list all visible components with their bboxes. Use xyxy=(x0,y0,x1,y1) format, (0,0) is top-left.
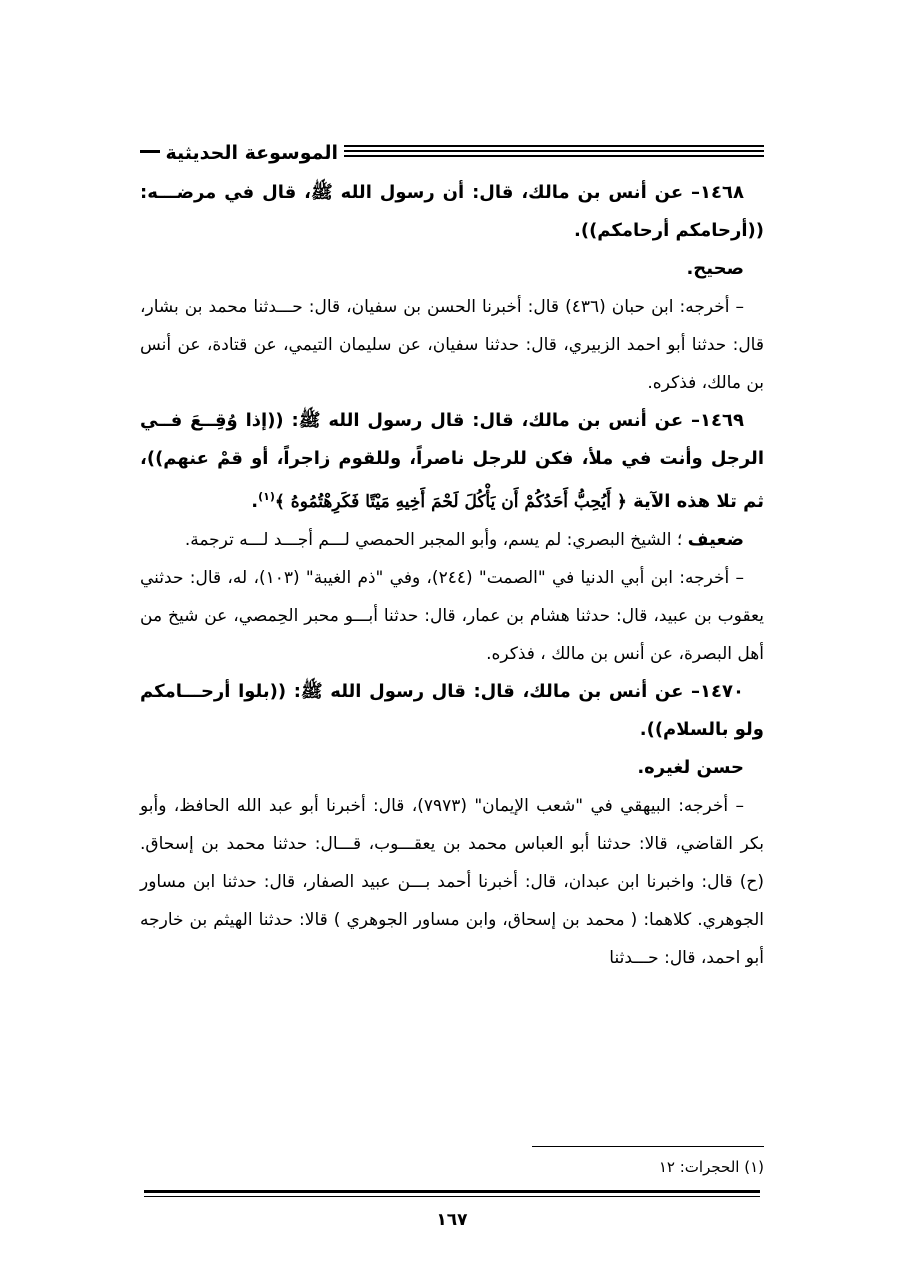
footnote-marker[interactable]: (١) xyxy=(258,490,275,503)
running-header xyxy=(140,136,764,172)
footer-rule xyxy=(144,1190,760,1193)
grade-1470: حسن لغيره. xyxy=(637,757,744,778)
hadith-1469-text: ١٤٦٩– عن أنس بن مالك، قال: قال رسول الله ﷺ: ((إذا وُقِــعَ فــي الرجل وأنت في ملأ، فكن للرجل ناصراً، وللقوم زاجراً، أو قمْ عنهم))، ثم تلا هذه الآية xyxy=(140,410,764,512)
document-page xyxy=(140,128,764,1248)
grade-word: ضعيف xyxy=(687,529,744,550)
header-rule xyxy=(344,150,764,152)
sentence-end: . xyxy=(251,491,259,512)
main-text xyxy=(140,174,764,977)
header-rule xyxy=(344,155,764,157)
header-rule xyxy=(344,145,764,147)
hadith-1470: ١٤٧٠– عن أنس بن مالك، قال: قال رسول الله ﷺ: ((بلوا أرحـــامكم ولو بالسلام)). xyxy=(140,681,764,740)
page-number: ١٦٧ xyxy=(436,1210,468,1230)
footnote: (١) الحجرات: ١٢ xyxy=(658,1158,764,1176)
hadith-1469 xyxy=(140,402,764,521)
grade-1468: صحيح. xyxy=(686,258,744,279)
footnote-separator xyxy=(532,1146,764,1147)
takhrij-1468: – أخرجه: ابن حبان (٤٣٦) قال: أخبرنا الحسن بن سفيان، قال: حـــدثنا محمد بن بشار، قال: حدثنا أبو احمد الزبيري، قال: حدثنا سفيان، عن سليمان التيمي، عن قتادة، عن أنس بن مالك، فذكره. xyxy=(140,297,764,393)
book-title: الموسوعة الحديثية xyxy=(160,142,345,164)
grade-explanation: ؛ الشيخ البصري: لم يسم، وأبو المجبر الحمصي لـــم أجـــد لـــه ترجمة. xyxy=(184,530,683,550)
grade-1469 xyxy=(140,521,764,559)
footer-rule xyxy=(144,1196,760,1197)
takhrij-1469: – أخرجه: ابن أبي الدنيا في "الصمت" (٢٤٤)، وفي "ذم الغيبة" (١٠٣)، له، قال: حدثني يعقوب بن عبيد، قال: حدثنا هشام بن عمار، قال: حدثنا أبـــو محبر الحِمصي، عن شيخ من أهل البصرة، عن أنس بن مالك ، فذكره. xyxy=(140,568,764,664)
takhrij-1470: – أخرجه: البيهقي في "شعب الإيمان" (٧٩٧٣)، قال: أخبرنا أبو عبد الله الحافظ، وأبو بكر القاضي، قالا: حدثنا أبو العباس محمد بن يعقـــوب، قـــال: حدثنا محمد بن إسحاق. (ح) قال: واخبرنا ابن عبدان، قال: أخبرنا أحمد بـــن عبيد الصفار، قال: حدثنا ابن مساور الجوهري. كلاهما: ( محمد بن إسحاق، وابن مساور الجوهري ) قالا: حدثنا الهيثم بن خارجه أبو احمد، قال: حـــدثنا xyxy=(140,796,764,968)
hadith-1468: ١٤٦٨– عن أنس بن مالك، قال: أن رسول الله ﷺ، قال في مرضـــه: ((أرحامكم أرحامكم)). xyxy=(140,182,764,241)
quran-verse: ﴿ أَيُحِبُّ أَحَدُكُمْ أَن يَأْكُلَ لَحْمَ أَخِيهِ مَيْتًا فَكَرِهْتُمُوهُ ﴾ xyxy=(274,492,627,512)
